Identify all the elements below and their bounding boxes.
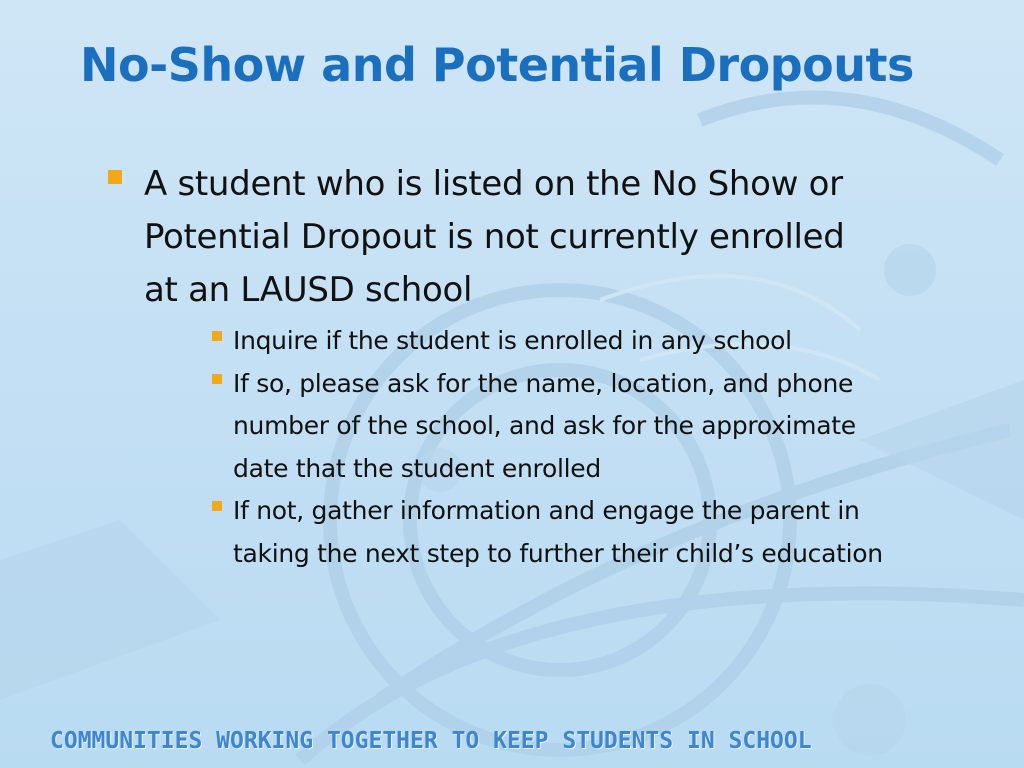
bullet-square-icon [212, 501, 222, 511]
slide-title: No-Show and Potential Dropouts [80, 38, 914, 92]
bullet-square-icon [108, 170, 122, 184]
sub-bullet-item [212, 490, 892, 575]
bullet-square-icon [212, 374, 222, 384]
sub-bullet-text: If so, please ask for the name, location, and phone number of the school, and ask for the approximate date that the student enrolled [233, 368, 856, 483]
main-bullet-text: A student who is listed on the No Show or Potential Dropout is not currently enrolled at an LAUSD school [144, 164, 845, 310]
sub-bullet-text: If not, gather information and engage the parent in taking the next step to further their child’s education [233, 496, 883, 568]
sub-bullet-list [212, 320, 892, 575]
sub-bullet-item [212, 320, 892, 363]
sub-bullet-text: Inquire if the student is enrolled in any school [233, 326, 792, 355]
main-bullet-item [108, 158, 868, 317]
footer-slogan: COMMUNITIES WORKING TOGETHER TO KEEP STUDENTS IN SCHOOL [50, 728, 812, 754]
sub-bullet-item [212, 363, 892, 491]
bullet-square-icon [212, 331, 222, 341]
